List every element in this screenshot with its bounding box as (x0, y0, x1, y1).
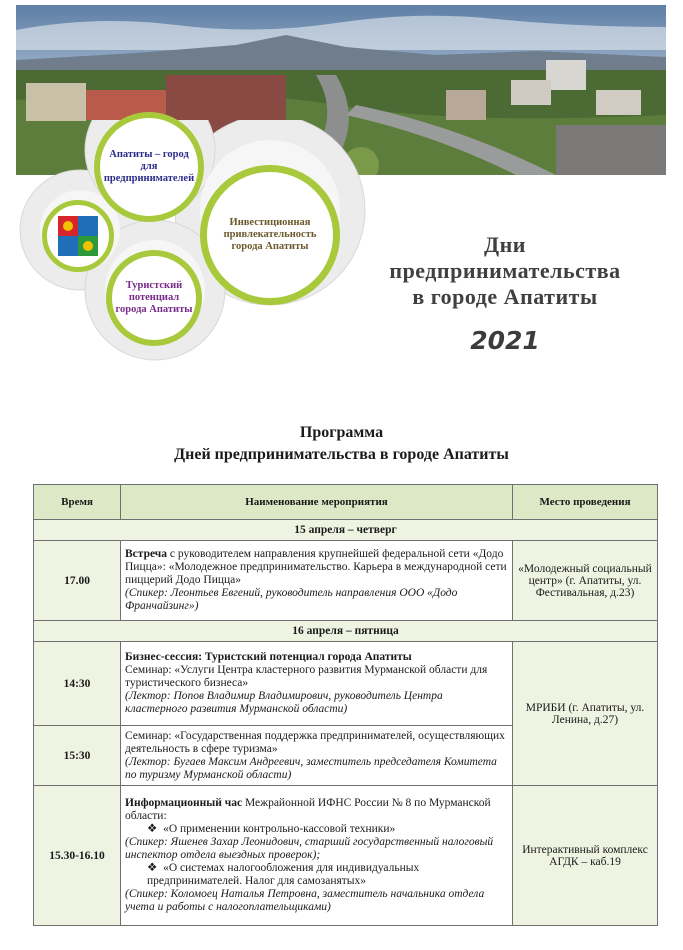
business-circle-label: Апатиты – город для предпринимателей (103, 148, 195, 185)
program-table (33, 484, 658, 926)
row3-speaker: (Лектор: Бугаев Максим Андреевич, заместитель председателя Комитета по туризму Мурманской области) (125, 755, 497, 781)
day-row (34, 621, 658, 642)
header-place: Место проведения (513, 485, 658, 520)
table-row (34, 642, 658, 726)
title-line-3: в городе Апатиты (412, 284, 598, 309)
row3-time: 15:30 (34, 726, 121, 786)
title-line-2: предпринимательства (389, 258, 621, 283)
header-time: Время (34, 485, 121, 520)
city-crest-icon (58, 216, 98, 256)
diamond-bullet-icon: ❖ (147, 823, 158, 835)
row1-event (121, 541, 513, 621)
day-1-label: 15 апреля – четверг (34, 520, 658, 541)
row4-speaker1: (Спикер: Яшенев Захар Леонидович, старший государственный налоговый инспектор отдела выездных проверок); (125, 836, 494, 861)
table-row (34, 541, 658, 621)
business-city-circle (94, 112, 204, 222)
row2-place: МРИБИ (г. Апатиты, ул. Ленина, д.27) (513, 642, 658, 786)
day-2-label: 16 апреля – пятница (34, 621, 658, 642)
day-row (34, 520, 658, 541)
row1-time: 17.00 (34, 541, 121, 621)
row4-item2-text: «О системах налогообложения для индивидуальных предпринимателей. Налог для самозанятых» (147, 862, 420, 887)
row4-item2 (125, 862, 508, 888)
header-event: Наименование мероприятия (121, 485, 513, 520)
program-title: Программа (299, 424, 384, 441)
row1-place: «Молодежный социальный центр» (г. Апатиты, ул. Фестивальная, д.23) (513, 541, 658, 621)
row2-speaker: (Лектор: Попов Владимир Владимирович, руководитель Центра кластерного развития Мурманской области) (125, 690, 443, 715)
event-year: 2021 (470, 326, 540, 355)
investment-circle-label: Инвестиционная привлекательность города Апатиты (223, 216, 317, 253)
row3-event (121, 726, 513, 786)
event-title (380, 232, 630, 355)
row4-time: 15.30-16.10 (34, 786, 121, 926)
row1-speaker: (Спикер: Леонтьев Евгений, руководитель направления ООО «Додо Франчайзинг») (125, 587, 458, 612)
row2-text: Семинар: «Услуги Центра кластерного развития Мурманской области для туристического бизнеса» (125, 664, 488, 689)
row4-event (121, 786, 513, 926)
title-line-1: Дни (484, 232, 526, 257)
tourism-circle-label: Туристский потенциал города Апатиты (115, 279, 193, 316)
row1-text: с руководителем направления крупнейшей федеральной сети «Додо Пицца»: «Молодежное предпринимательство. Карьера в международной сети пиццерий Додо Пицца» (125, 548, 507, 586)
row2-time: 14:30 (34, 642, 121, 726)
row4-text: Межрайонной ИФНС России № 8 по Мурманской области: (125, 797, 491, 822)
row4-speaker2: (Спикер: Коломоец Наталья Петровна, заместитель начальника отдела учета и работы с налогоплательщиками) (125, 888, 485, 913)
row4-item1-text: «О применении контрольно-кассовой техники» (163, 823, 396, 835)
row4-item1 (125, 823, 508, 836)
row2-bold: Бизнес-сессия: Туристский потенциал города Апатиты (125, 651, 412, 663)
investment-circle (200, 165, 340, 305)
diamond-bullet-icon: ❖ (147, 862, 158, 874)
row3-text: Семинар: «Государственная поддержка предпринимателей, осуществляющих деятельность в сфере туризма» (125, 729, 505, 755)
row1-bold: Встреча (125, 548, 168, 560)
row4-place: Интерактивный комплекс АГДК – каб.19 (513, 786, 658, 926)
row4-bold: Информационный час (125, 797, 243, 809)
tourism-circle (106, 250, 202, 346)
table-header-row (34, 485, 658, 520)
city-crest-circle (42, 200, 114, 272)
row2-event (121, 642, 513, 726)
program-subtitle: Дней предпринимательства в городе Апатиты (174, 446, 509, 463)
table-row (34, 786, 658, 926)
